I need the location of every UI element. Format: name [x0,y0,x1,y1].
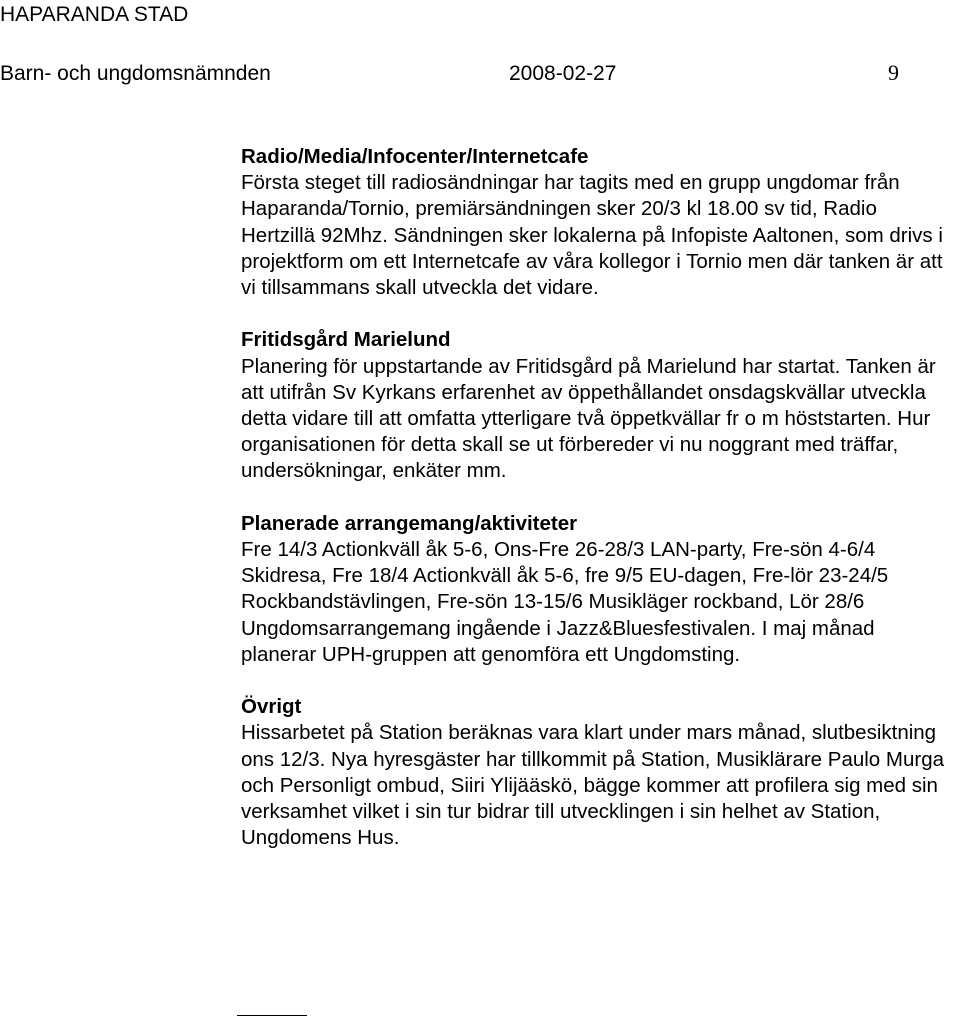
section-planerade-arrangemang [241,511,946,668]
document-body [241,144,946,878]
document-date: 2008-02-27 [509,62,617,85]
department-name: Barn- och ungdomsnämnden [0,62,271,85]
section-body: Planering för uppstartande av Fritidsgård på Marielund har startat. Tanken är att utifrån Sv Kyrkans erfarenhet av öppethållandet onsdagskvällar utveckla detta vidare till att omfatta ytterligare två öppetkvällar fr o m höststarten. Hur organisationen för detta skall se ut förbereder vi nu noggrant med träffar, undersökningar, enkäter mm. [241,354,936,483]
section-radio-media [241,144,946,301]
section-body: Första steget till radiosändningar har tagits med en grupp ungdomar från Haparanda/Tornio, premiärsändningen sker 20/3 kl 18.00 sv tid, Radio Hertzillä 92Mhz. Sändningen sker lokalerna på Infopiste Aaltonen, som drivs i projektform om ett Internetcafe av våra kollegor i Tornio men där tanken är att vi tillsammans skall utveckla det vidare. [241,171,943,300]
section-ovrigt [241,694,946,851]
section-title: Radio/Media/Infocenter/Internetcafe [241,145,589,168]
section-title: Fritidsgård Marielund [241,328,451,352]
organization-name: HAPARANDA STAD [0,3,189,26]
section-title: Övrigt [241,695,302,719]
section-body: Fre 14/3 Actionkväll åk 5-6, Ons-Fre 26-28/3 LAN-party, Fre-sön 4-6/4 Skidresa, Fre 18/4 Actionkväll åk 5-6, fre 9/5 EU-dagen, Fre-lör 23-24/5 Rockbandstävlingen, Fre-sön 13-15/6 Musikläger rockband, Lör 28/6 Ungdomsarrangemang ingående i Jazz&Bluesfestivalen. I maj månad planerar UPH-gruppen att genomföra ett Ungdomsting. [241,538,889,666]
section-body: Hissarbetet på Station beräknas vara klart under mars månad, slutbesiktning ons 12/3. Nya hyresgäster har tillkommit på Station, Musiklärare Paulo Murga och Personligt ombud, Siiri Ylijääskö, bägge kommer att profilera sig med sin verksamhet vilket i sin tur bidrar till utvecklingen i sin helhet av Station, Ungdomens Hus. [241,721,945,850]
section-fritidsgard-marielund [241,327,946,484]
footnote-rule [237,1015,307,1016]
page-number: 9 [888,60,899,85]
section-title: Planerade arrangemang/aktiviteter [241,511,578,535]
